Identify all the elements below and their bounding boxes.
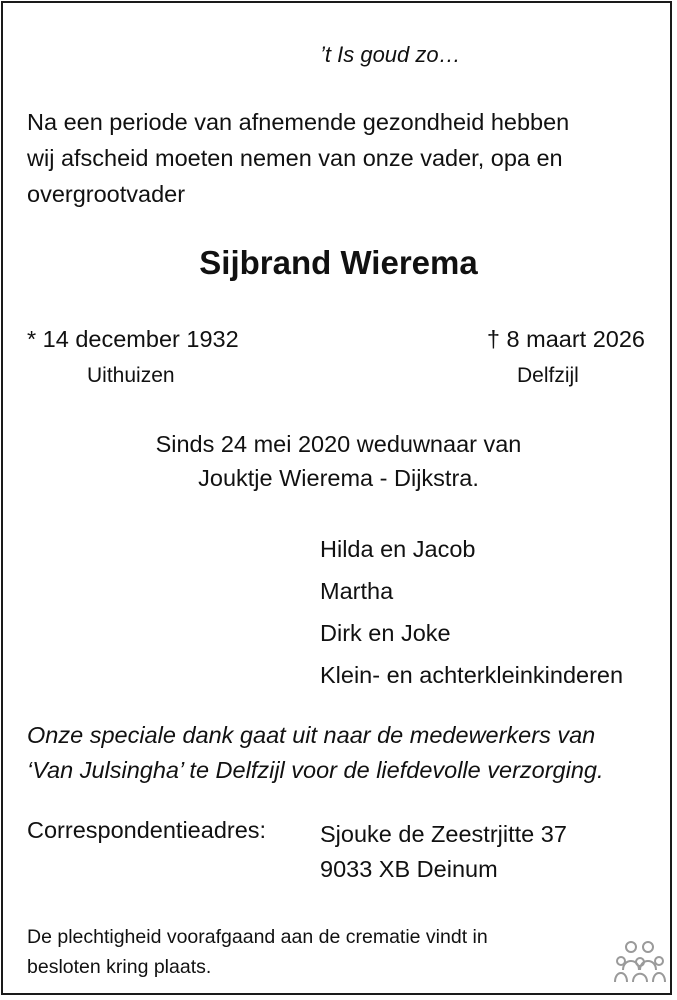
thanks-text (27, 718, 604, 788)
birth-place: Uithuizen (87, 364, 175, 387)
motto: ’t Is goud zo… (320, 42, 461, 67)
ceremony-line: besloten kring plaats. (27, 956, 212, 978)
ceremony-line: De plechtigheid voorafgaand aan de crematie vindt in (27, 926, 488, 948)
intro-line: wij afscheid moeten nemen van onze vader, opa en (27, 145, 563, 171)
family-member: Martha (320, 578, 394, 604)
family-member: Dirk en Joke (320, 620, 451, 646)
address-line: 9033 XB Deinum (320, 856, 498, 882)
death-place: Delfzijl (517, 364, 579, 387)
family-people-icon (614, 940, 666, 984)
correspondence-label: Correspondentieadres: (27, 817, 267, 843)
correspondence-address (320, 817, 567, 887)
widower-text (0, 427, 677, 495)
intro-text (27, 104, 569, 212)
intro-line: Na een periode van afnemende gezondheid hebben (27, 109, 570, 135)
family-list (320, 528, 623, 696)
death-date: † 8 maart 2026 (486, 326, 645, 352)
intro-line: overgrootvader (27, 181, 186, 207)
deceased-name: Sijbrand Wierema (199, 244, 478, 281)
ceremony-text (27, 922, 488, 982)
family-member: Hilda en Jacob (320, 536, 476, 562)
address-line: Sjouke de Zeestrjitte 37 (320, 821, 567, 847)
thanks-line: Onze speciale dank gaat uit naar de medewerkers van (27, 722, 596, 748)
widower-line: Sinds 24 mei 2020 weduwnaar van (155, 431, 522, 457)
birth-date: * 14 december 1932 (27, 326, 239, 352)
widower-line: Jouktje Wierema - Dijkstra. (198, 465, 479, 491)
family-member: Klein- en achterkleinkinderen (320, 662, 624, 688)
thanks-line: ‘Van Julsingha’ te Delfzijl voor de liefdevolle verzorging. (27, 757, 604, 783)
